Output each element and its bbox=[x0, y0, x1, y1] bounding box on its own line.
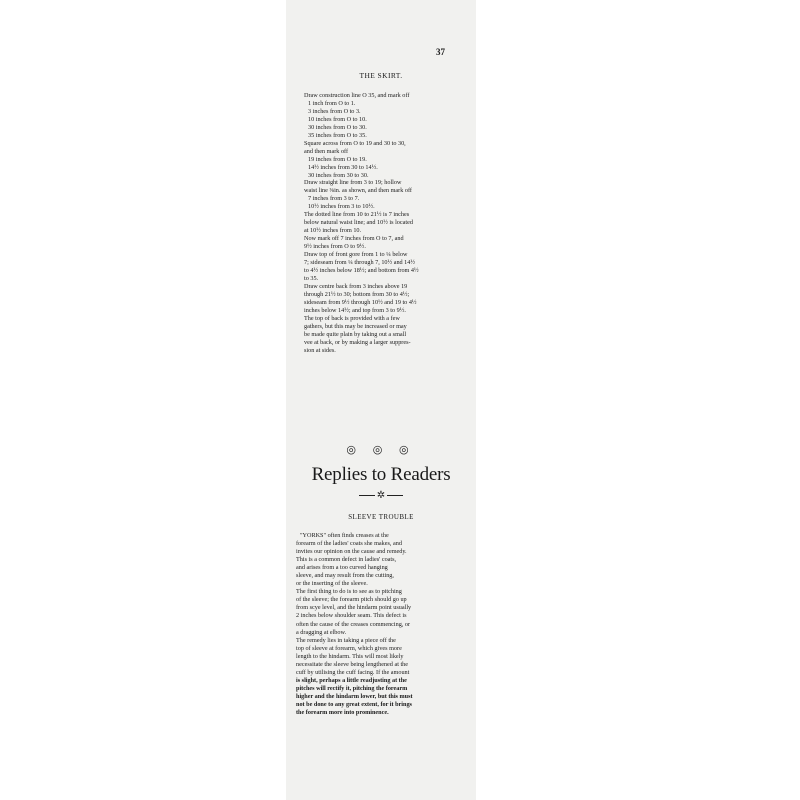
text-line: to 4½ inches below 18½; and bottom from 4½ bbox=[304, 266, 419, 274]
replies-body bbox=[296, 532, 470, 717]
text-line: a dragging at elbow. bbox=[296, 628, 347, 636]
text-line: inches below 14½; and top from 3 to 9½. bbox=[304, 306, 406, 314]
text-line: often the cause of the creases commencing, or bbox=[296, 620, 411, 628]
text-line: 9½ inches from O to 9½. bbox=[304, 243, 366, 251]
text-line: of the sleeve; the forearm pitch should go up bbox=[296, 596, 407, 604]
text-line: Draw straight line from 3 to 19; hollow bbox=[304, 179, 402, 187]
magazine-page bbox=[286, 0, 476, 800]
text-line: 14½ inches from 30 to 14½. bbox=[308, 163, 378, 171]
text-line: length to the hindarm. This will most likely bbox=[296, 652, 404, 660]
text-line: sion at sides. bbox=[304, 346, 336, 354]
skirt-instructions bbox=[304, 92, 464, 354]
text-line: vee at back, or by making a larger suppres- bbox=[304, 338, 411, 346]
text-line: to 35. bbox=[304, 274, 319, 282]
text-line: and then mark off bbox=[304, 147, 349, 155]
text-line: This is a common defect in ladies' coats, bbox=[296, 556, 397, 564]
page-number: 37 bbox=[436, 47, 445, 57]
text-line: Draw top of front gore from 1 to ¼ below bbox=[304, 251, 408, 259]
text-line: Square across from O to 19 and 30 to 30, bbox=[304, 139, 406, 147]
text-line: waist line ⅜in. as shown, and then mark off bbox=[304, 187, 412, 195]
text-line: cuff by utilising the cuff facing. If the amount bbox=[296, 668, 410, 676]
text-line: be made quite plain by taking out a small bbox=[304, 330, 407, 338]
text-line: 7 inches from 3 to 7. bbox=[308, 195, 360, 203]
divider-bar-right bbox=[387, 495, 403, 496]
divider-bar-left bbox=[359, 495, 375, 496]
text-line: through 21½ to 30; bottom from 30 to 4½; bbox=[304, 290, 410, 298]
section-ornament: ◎ ◎ ◎ bbox=[346, 444, 416, 456]
replies-title: Replies to Readers bbox=[311, 464, 451, 485]
text-line: from scye level, and the hindarm point usually bbox=[296, 604, 412, 612]
text-line: and arises from a too curved hanging bbox=[296, 564, 388, 572]
text-line: 7; sideseam from ¼ through 7, 10½ and 14½ bbox=[304, 259, 416, 267]
text-line: "YORKS" often finds creases at the bbox=[300, 532, 389, 539]
text-line: not be done to any great extent, for it brings bbox=[296, 700, 412, 708]
text-line: the forearm more into prominence. bbox=[296, 709, 389, 717]
text-line: The dotted line from 10 to 21½ is 7 inches bbox=[304, 211, 410, 219]
text-line: 35 inches from O to 35. bbox=[308, 131, 367, 139]
text-line: 10 inches from O to 10. bbox=[308, 115, 367, 123]
text-line: gathers, but this may be increased or may bbox=[304, 322, 407, 330]
text-line: 3 inches from O to 3. bbox=[308, 107, 361, 115]
text-line: Now mark off 7 inches from O to 7, and bbox=[304, 235, 404, 243]
skirt-heading: THE SKIRT. bbox=[359, 71, 403, 80]
divider-symbol: ✲ bbox=[376, 490, 386, 501]
text-line: The remedy lies in taking a piece off the bbox=[296, 636, 396, 644]
text-line: The top of back is provided with a few bbox=[304, 314, 400, 322]
text-line: below natural waist line; and 10½ is located bbox=[304, 219, 413, 227]
text-line: 1 inch from O to 1. bbox=[308, 99, 356, 107]
text-line: at 10½ inches from 10. bbox=[304, 227, 362, 235]
text-line: Draw centre back from 3 inches above 19 bbox=[304, 282, 408, 290]
sleeve-trouble-heading: SLEEVE TROUBLE bbox=[348, 513, 414, 521]
text-line: 10½ inches from 3 to 10½. bbox=[308, 203, 375, 211]
text-line: sideseam from 9½ through 10½ and 19 to 4½ bbox=[304, 298, 417, 306]
text-line: forearm of the ladies' coats she makes, and bbox=[296, 540, 402, 548]
text-line: top of sleeve at forearm, which gives more bbox=[296, 644, 402, 652]
text-line: or the inserting of the sleeve. bbox=[296, 580, 368, 588]
text-line: invites our opinion on the cause and remedy. bbox=[296, 548, 407, 556]
text-line: 19 inches from O to 19. bbox=[308, 155, 367, 163]
text-line: pitches will rectify it, pitching the forearm bbox=[296, 684, 408, 692]
text-line: higher and the hindarm lower, but this must bbox=[296, 692, 413, 700]
text-line: necessitate the sleeve being lengthened at the bbox=[296, 660, 409, 668]
text-line: Draw construction line O 35, and mark off bbox=[304, 92, 410, 99]
title-divider bbox=[286, 490, 476, 501]
text-line: 30 inches from O to 30. bbox=[308, 123, 367, 131]
text-line: 2 inches below shoulder seam. This defect is bbox=[296, 612, 407, 620]
text-line: sleeve, and may result from the cutting, bbox=[296, 572, 394, 580]
text-line: The first thing to do is to see as to pitching bbox=[296, 588, 402, 596]
text-line: is slight, perhaps a little readjusting at the bbox=[296, 676, 407, 684]
text-line: 30 inches from 30 to 30. bbox=[308, 171, 369, 179]
